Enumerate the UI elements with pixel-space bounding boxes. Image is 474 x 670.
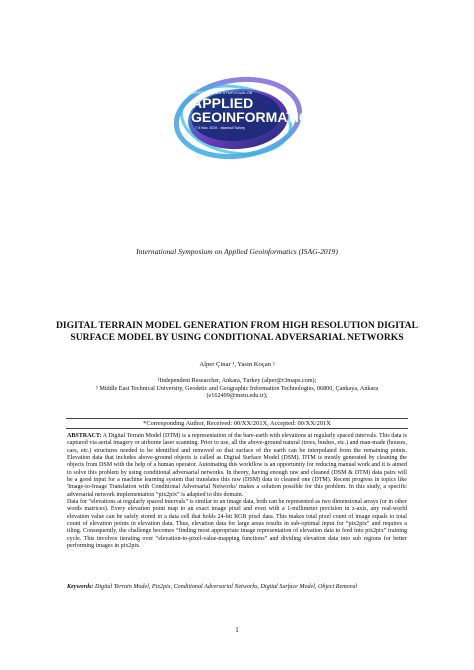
affiliations <box>70 377 404 400</box>
abstract-heading: ABSTRACT: <box>67 433 102 439</box>
conference-name: International Symposium on Applied Geoinformatics (ISAG-2019) <box>136 247 338 256</box>
abstract-text-1: A Digital Terrain Model (DTM) is a representation of the bare-earth with elevations at regularly spaced intervals. This data is captured via aerial imagery or airborne laser scanning. Prior to use, all the above-ground natural (trees, bushes, etc.) and man-made (houses, cars, etc.) structures needed to be identified and removed so that surface of the earth can be interpolated from the remaining points. Elevation data that includes above-ground objects is called as Digital Surface Model (DSM). DTM is mostly generated by cleaning the objects from DSM with the help of a human operator. Automating this workflow is an opportunity for reducing manual work and it is aimed to solve this problem by using conditional adversarial networks. In theory, having enough raw and cleaned (DSM & DTM) data pairs will be a good input for a machine learning system that translates this raw (DSM) data to cleaned one (DTM). Recent progress in topics like 'Image-to-Image Translation with Conditional Adversarial Networks' makes a solution possible for this problem. In this study, a specific adversarial network implementation “pix2pix” is adapted to this domain. <box>67 433 407 498</box>
abstract <box>67 433 407 551</box>
keywords-heading: Keywords: <box>67 584 94 590</box>
paper-title: DIGITAL TERRAIN MODEL GENERATION FROM HIGH RESOLUTION DIGITAL SURFACE MODEL BY USING CONDITIONAL ADVERSARIAL NETWORKS <box>55 320 419 343</box>
abstract-paragraph-1 <box>67 433 407 499</box>
affiliation-2: ² Middle East Technical University, Geodetic and Geographic Information Technologies, 06800, Çankaya, Ankara (e162499@metu.edu.tr); <box>95 384 379 400</box>
logo-subtitle: INTERNATIONAL SYMPOSIUM ON <box>192 91 253 95</box>
logo-date: 7-9 Nov. 2019 - Istanbul/Turkey <box>195 126 245 130</box>
logo-word-geoinformatics: GEOINFORMATICS <box>191 109 319 125</box>
corresponding-author-line: *Corresponding Author, Received: 00/XX/201X, Accepted: 00/XX/201X <box>66 418 408 429</box>
logo-word-applied: APPLIED <box>192 95 254 111</box>
abstract-paragraph-2: Data for “elevations at regularly spaced intervals” is similar to an image data, both can be represented as two dimensional arrays (or in other words matrices). Every elevation point map to an exact image pixel and even with a 1-millimeter precision in z-axis, any real-world elevation value can be safely stored in a data cell that holds 24-bit RGB pixel data. This makes total pixel count of image equals to total count of elevation points in elevation data. Thus, elevation data for large areas results in sub-optimal input for “pix2pix” and requires a tiling. Consequently, the challenge becomes “finding most appropriate image representation of elevation data to feed into pix2pix” training cycle. This involves iterating over “elevation-to-pixel-value-mapping functions” and dividing elevation data into sub regions for better performing images in pix2pix. <box>67 499 407 550</box>
author-list: Alper Çinar ¹, Yasin Koçan ² <box>199 361 275 368</box>
logo-text-block <box>191 90 319 130</box>
keywords <box>67 584 407 590</box>
page-number: 1 <box>235 626 239 634</box>
affiliation-1: ¹Independent Researcher, Ankara, Turkey (alper@r3maps.com); <box>157 377 317 384</box>
keywords-text: Digital Terrain Model, Pix2pix, Conditional Adversarial Networks, Digital Surface Model, Object Removal <box>94 584 358 590</box>
symposium-logo <box>170 72 319 167</box>
